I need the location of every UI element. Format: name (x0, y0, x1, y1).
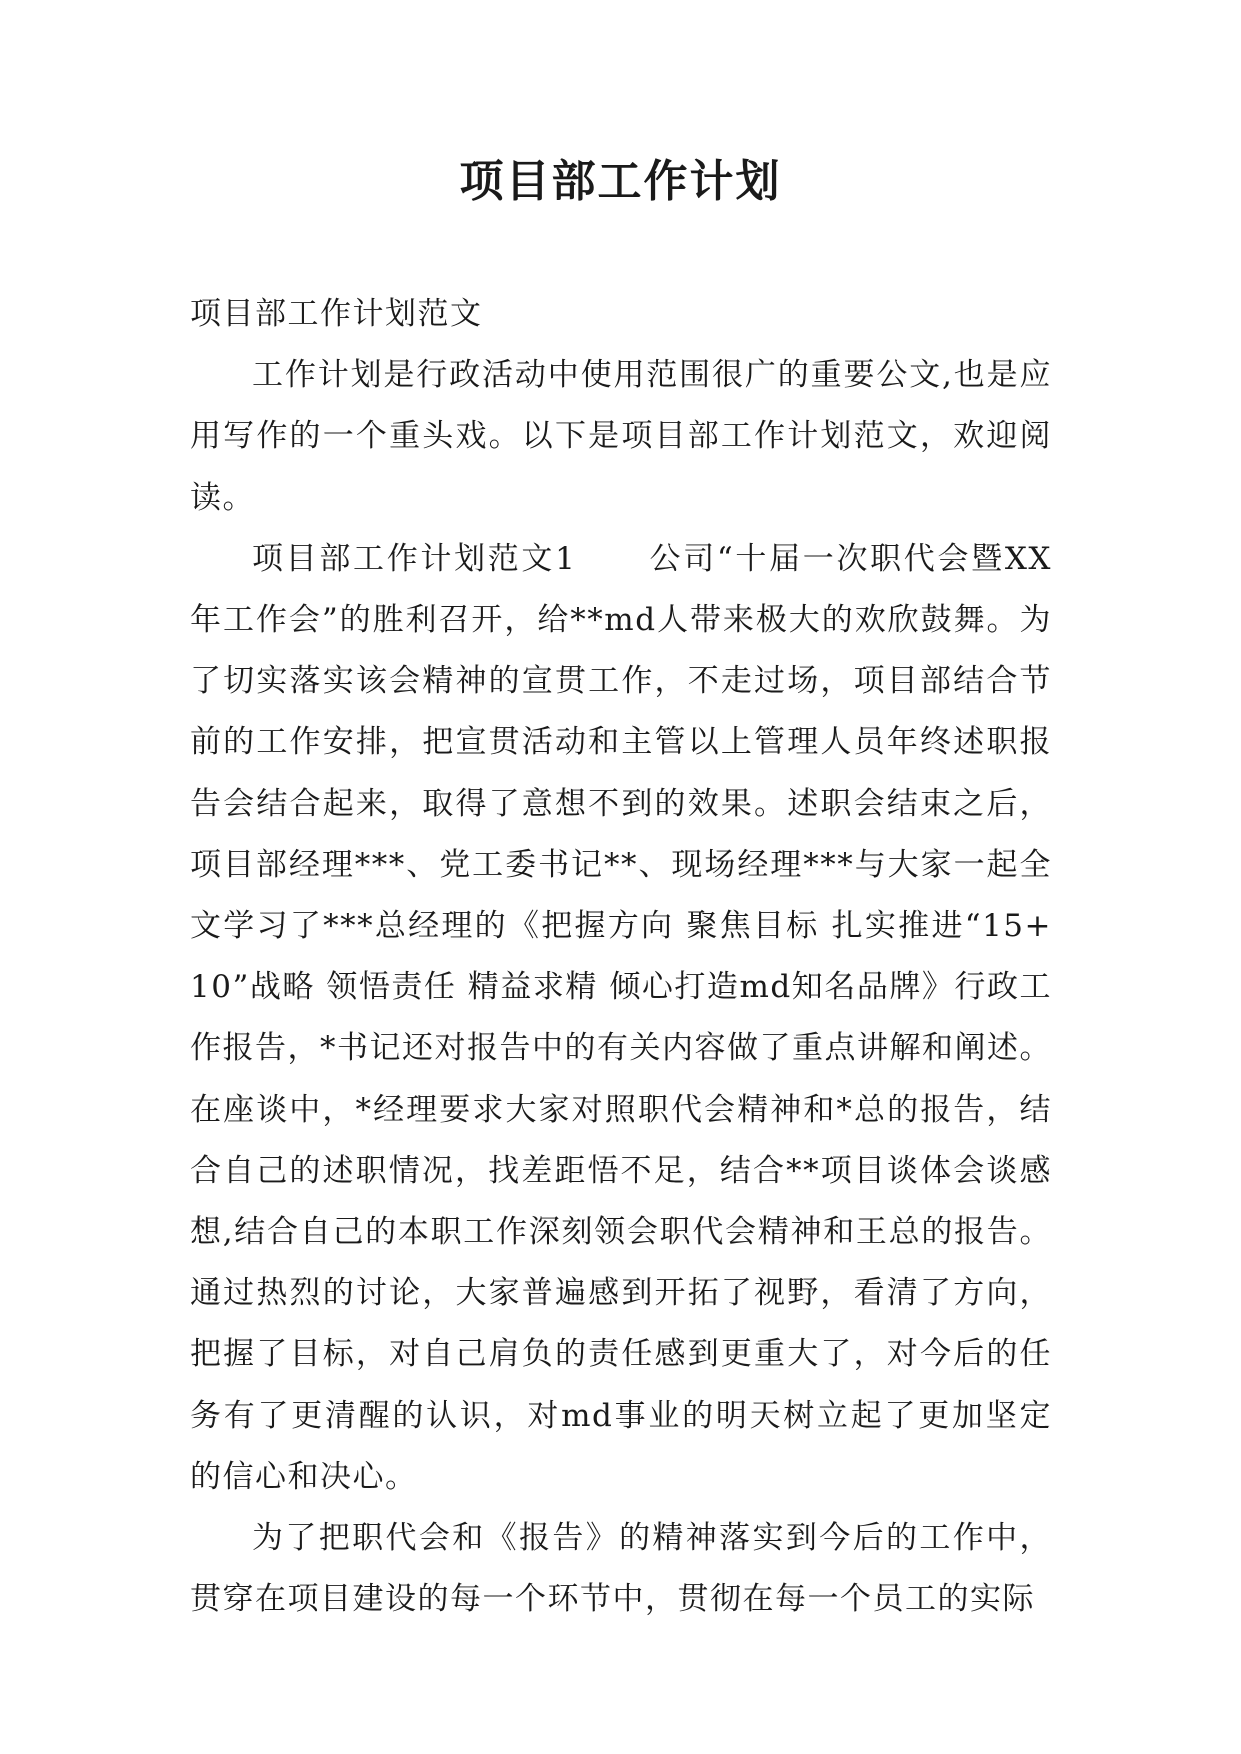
paragraph-intro: 工作计划是行政活动中使用范围很广的重要公文,也是应用写作的一个重头戏。以下是项目部工作计划范文，欢迎阅读。 (190, 357, 1052, 516)
paragraph-section-1-text: 公司“十届一次职代会暨XX年工作会”的胜利召开，给**md人带来极大的欢欣鼓舞。为了切实落实该会精神的宣贯工作，不走过场，项目部结合节前的工作安排，把宣贯活动和主管以上管理人员年终述职报告会结合起来，取得了意想不到的效果。述职会结束之后，项目部经理***、党工委书记**、现场经理***与大家一起全文学习了***总经理的《把握方向 聚焦目标 扎实推进“15+10”战略 领悟责任 精益求精 倾心打造md知名品牌》行政工作报告，*书记还对报告中的有关内容做了重点讲解和阐述。在座谈中，*经理要求大家对照职代会精神和*总的报告，结合自己的述职情况，找差距悟不足，结合**项目谈体会谈感想,结合自己的本职工作深刻领会职代会精神和王总的报告。通过热烈的讨论，大家普遍感到开拓了视野，看清了方向，把握了目标，对自己肩负的责任感到更重大了，对今后的任务有了更清醒的认识，对md事业的明天树立起了更加坚定的信心和决心。 (190, 540, 1052, 1495)
document-body (190, 284, 1052, 1630)
paragraph-continuation: 为了把职代会和《报告》的精神落实到今后的工作中，贯穿在项目建设的每一个环节中，贯彻在每一个员工的实际 (190, 1520, 1052, 1618)
document-subtitle: 项目部工作计划范文 (190, 296, 483, 332)
document-title: 项目部工作计划 (459, 156, 782, 207)
paragraph-section-1 (190, 529, 1052, 1508)
section-heading: 项目部工作计划范文1 (252, 540, 577, 577)
